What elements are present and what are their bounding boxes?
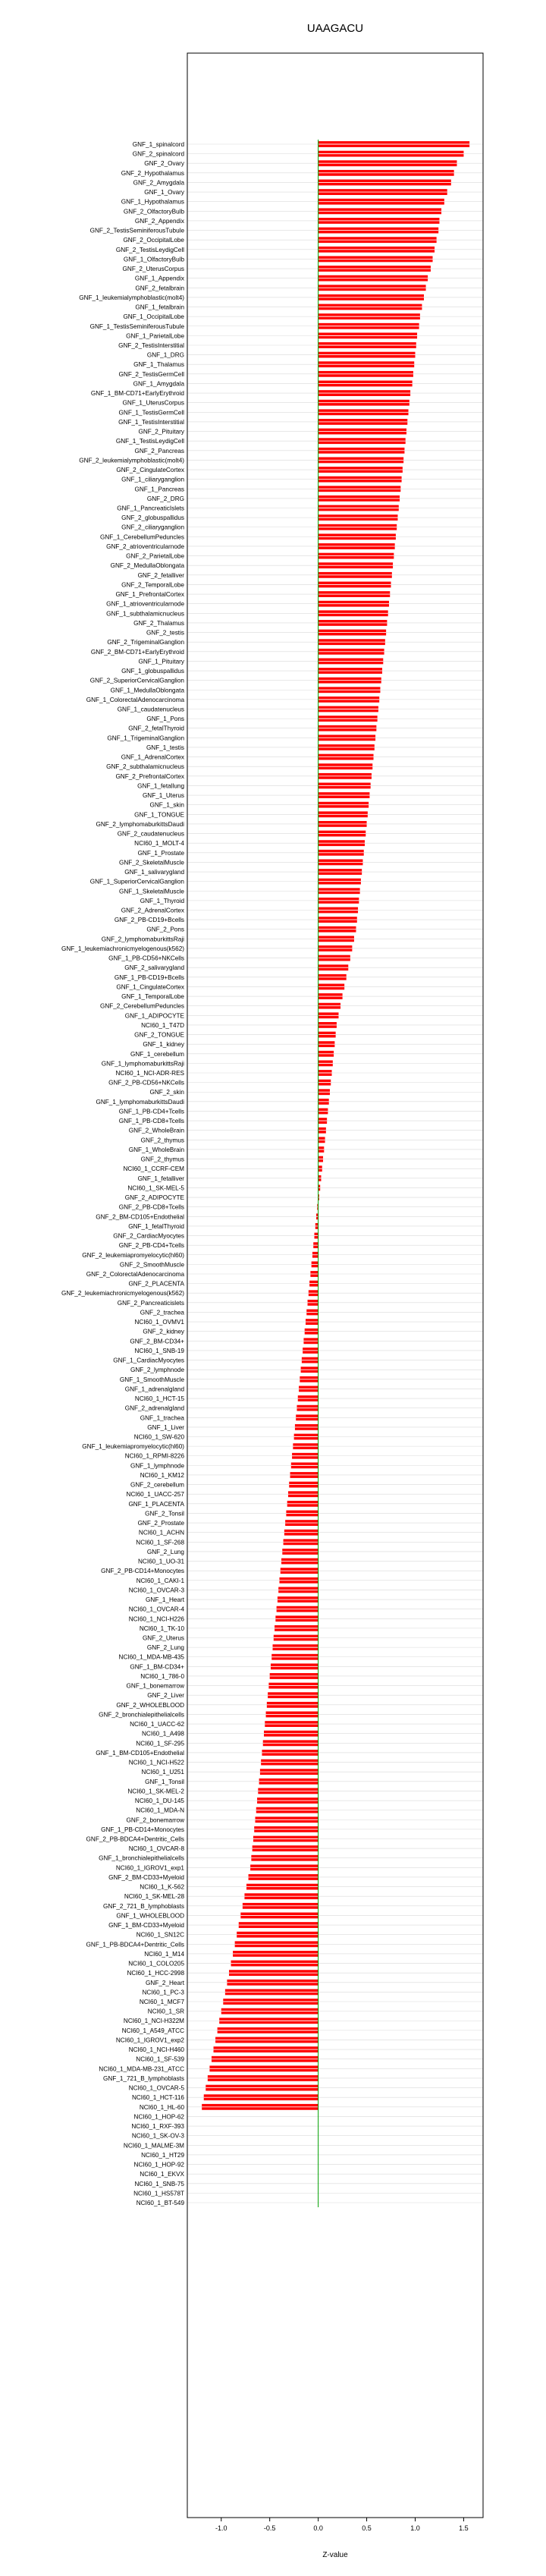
category-label: NCI60_1_SK-MEL-28 (124, 1893, 184, 1901)
category-label: NCI60_1_786-0 (140, 1672, 184, 1680)
category-label: GNF_1_TrigeminalGanglion (107, 734, 184, 742)
category-label: GNF_2_bonemarrow (126, 1816, 184, 1824)
category-label: NCI60_1_IGROV1_exp1 (115, 1864, 184, 1872)
category-label: GNF_1_OlfactoryBulb (123, 256, 184, 263)
category-label: GNF_2_thymus (140, 1137, 184, 1144)
category-label: GNF_2_Heart (146, 1979, 184, 1986)
category-label: GNF_2_PB-CD4+Tcells (118, 1242, 184, 1250)
category-label: GNF_2_CerebellumPeduncles (99, 1002, 184, 1010)
category-label: NCI60_1_BT-549 (136, 2200, 184, 2206)
category-label: NCI60_1_SK-MEL-2 (127, 1788, 184, 1795)
category-label: GNF_1_fetalliver (137, 1175, 184, 1182)
category-label: NCI60_1_RXF-393 (131, 2123, 184, 2131)
category-label: NCI60_1_NCI-H322M (123, 2018, 184, 2025)
category-label: GNF_2_SmoothMuscle (119, 1261, 184, 1269)
category-label: GNF_2_WHOLEBLOOD (116, 1701, 184, 1709)
category-label: GNF_2_BM-CD105+Endothelial (96, 1213, 184, 1221)
category-label: NCI60_1_U251 (141, 1769, 184, 1776)
category-label: GNF_1_fetalbrain (135, 304, 184, 311)
category-label: GNF_2_Pancreaticislets (117, 1299, 184, 1307)
category-label: GNF_1_TemporalLobe (121, 993, 184, 1001)
category-label: GNF_1_Tonsil (145, 1778, 184, 1785)
category-label: GNF_1_DRG (146, 351, 184, 359)
category-label: GNF_2_fetalliver (137, 571, 184, 579)
category-label: GNF_2_thymus (140, 1156, 184, 1163)
category-label: GNF_1_OccipitalLobe (123, 313, 184, 321)
category-label: GNF_2_PB-BDCA4+Dentritic_Cells (86, 1835, 184, 1843)
category-label: GNF_1_ColorectalAdenocarcinoma (86, 696, 184, 703)
category-label: GNF_2_PB-CD8+Tcells (118, 1203, 184, 1211)
category-label: GNF_2_TestisInterstitial (118, 341, 184, 349)
category-label: NCI60_1_RPMI-8226 (124, 1452, 184, 1460)
category-label: GNF_1_TestisLeydigCell (115, 438, 184, 445)
category-label: GNF_2_OlfactoryBulb (123, 208, 184, 215)
category-label: GNF_2_spinalcord (132, 150, 184, 158)
category-label: GNF_2_leukemialymphoblastic(molt4) (79, 457, 184, 464)
category-label: NCI60_1_SF-268 (136, 1539, 184, 1546)
category-label: GNF_1_BM-CD71+EarlyErythroid (90, 390, 184, 398)
category-label: GNF_2_PB-CD14+Monocytes (101, 1568, 184, 1575)
category-label: GNF_2_adrenalgland (124, 1404, 184, 1412)
category-label: GNF_2_salivarygland (124, 964, 184, 972)
category-label: GNF_2_AdrenalCortex (121, 907, 184, 914)
category-label: GNF_2_Uterus (142, 1634, 184, 1642)
category-label: GNF_1_Ovary (144, 189, 184, 197)
category-label: GNF_2_cerebellum (130, 1481, 184, 1489)
category-label: GNF_2_skin (149, 1089, 184, 1096)
category-label: NCI60_1_HS578T (133, 2190, 184, 2197)
category-label: GNF_1_lymphomaburkittsRaji (101, 1060, 184, 1068)
category-label: GNF_1_atrioventricularnode (106, 600, 184, 608)
category-label: GNF_1_Amygdala (133, 380, 184, 388)
category-label: GNF_2_ADIPOCYTE (124, 1194, 184, 1202)
category-label: GNF_1_cerebellum (130, 1050, 184, 1058)
category-label: GNF_2_TestisGermCell (118, 370, 184, 378)
category-label: GNF_1_Pons (146, 716, 184, 723)
category-label: GNF_1_PB-CD4+Tcells (118, 1108, 184, 1115)
category-label: GNF_1_BM-CD105+Endothelial (96, 1749, 184, 1757)
category-label: NCI60_1_SF-295 (136, 1740, 184, 1747)
category-label: GNF_1_Thalamus (133, 361, 184, 369)
category-label: GNF_2_DRG (146, 495, 184, 502)
category-label: GNF_2_TONGUE (134, 1031, 184, 1039)
category-label: NCI60_1_SR (147, 2008, 184, 2015)
category-label: NCI60_1_CCRF-CEM (123, 1165, 184, 1173)
category-label: NCI60_1_MDA-MB-435 (118, 1653, 184, 1661)
category-label: GNF_2_TestisLeydigCell (115, 246, 184, 253)
category-label: GNF_2_leukemiapromyelocytic(hl60) (82, 1251, 184, 1259)
category-label: NCI60_1_SNB-19 (134, 1347, 184, 1354)
category-label: GNF_2_UterusCorpus (122, 266, 184, 273)
category-label: GNF_2_Amygdala (133, 179, 184, 187)
category-label: GNF_1_PB-BDCA4+Dentritic_Cells (86, 1941, 184, 1949)
x-tick-label: -0.5 (263, 2524, 276, 2532)
category-label: GNF_1_BM-CD34+ (130, 1663, 184, 1671)
category-label: GNF_1_721_B_lymphoblasts (103, 2074, 184, 2082)
category-label: GNF_1_CerebellumPeduncles (99, 533, 184, 541)
category-label: GNF_2_bronchialepithelialcells (99, 1711, 184, 1719)
category-label: GNF_2_trachea (140, 1309, 184, 1316)
category-label: GNF_2_WholeBrain (128, 1127, 184, 1134)
category-label: GNF_1_leukemialymphoblastic(molt4) (79, 294, 184, 301)
category-label: GNF_1_TestisSeminiferousTubule (89, 322, 184, 330)
category-label: GNF_2_Lung (146, 1548, 184, 1555)
category-label: GNF_1_AdrenalCortex (121, 753, 184, 761)
category-label: GNF_1_skin (149, 801, 184, 809)
category-label: GNF_1_PLACENTA (128, 1500, 184, 1508)
category-label: GNF_1_PB-CD8+Tcells (118, 1118, 184, 1125)
category-label: GNF_1_bronchialepithelialcells (99, 1854, 184, 1862)
category-label: GNF_2_BM-CD33+Myeloid (108, 1873, 184, 1881)
category-label: NCI60_1_COLO205 (128, 1960, 184, 1967)
category-label: GNF_1_globuspallidus (121, 668, 184, 675)
category-label: GNF_2_ColorectalAdenocarcinoma (86, 1270, 184, 1278)
category-label: NCI60_1_MCF7 (139, 1999, 184, 2006)
x-tick-label: -1.0 (215, 2524, 228, 2532)
category-label: GNF_1_TONGUE (134, 811, 184, 819)
category-label: GNF_2_Prostate (137, 1520, 184, 1527)
category-label: GNF_2_PrefrontalCortex (115, 772, 184, 780)
category-label: GNF_2_PB-CD56+NKCells (108, 1079, 184, 1087)
category-label: NCI60_1_NCI-H226 (128, 1615, 184, 1623)
category-label: GNF_2_Tonsil (145, 1510, 184, 1518)
category-label: GNF_2_721_B_lymphoblasts (103, 1902, 184, 1910)
category-label: GNF_1_PancreaticIslets (117, 505, 184, 512)
category-label: GNF_1_PrefrontalCortex (115, 591, 184, 599)
category-label: NCI60_1_SF-539 (136, 2055, 184, 2063)
category-label: GNF_2_PB-CD19+Bcells (114, 917, 184, 924)
category-label: GNF_2_lymphomaburkittsDaudi (96, 820, 184, 828)
category-label: GNF_2_fetalThyroid (128, 725, 184, 732)
category-label: NCI60_1_EKVX (140, 2171, 184, 2178)
category-label: GNF_1_SmoothMuscle (119, 1376, 184, 1383)
category-label: GNF_2_BM-CD71+EarlyErythroid (90, 648, 184, 656)
category-label: GNF_1_MedullaOblongata (110, 687, 184, 694)
category-label: GNF_2_TrigeminalGanglion (107, 639, 184, 646)
category-label: GNF_1_caudatenucleus (117, 706, 184, 713)
category-label: GNF_1_salivarygland (124, 869, 184, 876)
x-tick-label: 0.5 (362, 2524, 372, 2532)
category-label: GNF_1_lymphomaburkittsDaudi (96, 1098, 184, 1106)
category-label: GNF_1_lymphnode (130, 1462, 184, 1470)
category-label: GNF_1_spinalcord (132, 141, 184, 148)
category-label: GNF_2_OccipitalLobe (123, 237, 184, 244)
x-tick-label: 0.0 (313, 2524, 323, 2532)
category-label: NCI60_1_HT29 (141, 2151, 184, 2159)
category-label: NCI60_1_OVCAR-4 (128, 1606, 184, 1613)
category-label: GNF_2_globuspallidus (121, 514, 184, 522)
category-label: GNF_1_UterusCorpus (122, 399, 184, 407)
category-label: NCI60_1_T47D (141, 1021, 184, 1029)
category-label: NCI60_1_SW-620 (133, 1433, 184, 1441)
category-label: NCI60_1_IGROV1_exp2 (115, 2037, 184, 2044)
category-label: NCI60_1_SNB-75 (134, 2180, 184, 2188)
category-label: NCI60_1_SN12C (136, 1931, 184, 1939)
category-label: GNF_2_lymphomaburkittsRaji (101, 936, 184, 943)
category-label: GNF_1_leukemiapromyelocytic(hl60) (82, 1443, 184, 1451)
x-axis-label: Z-value (322, 2551, 348, 2559)
category-label: GNF_2_atrioventricularnode (106, 543, 184, 550)
category-label: GNF_2_PLACENTA (128, 1280, 184, 1288)
category-label: GNF_1_Heart (146, 1596, 184, 1604)
category-label: GNF_2_kidney (143, 1328, 184, 1335)
category-label: GNF_1_subthalamicnucleus (106, 610, 184, 618)
category-label: NCI60_1_OVMV1 (134, 1319, 184, 1326)
x-tick-label: 1.0 (410, 2524, 420, 2532)
chart-title: UAAGACU (306, 22, 364, 35)
category-label: NCI60_1_HCC-2998 (127, 1970, 184, 1977)
category-label: NCI60_1_A498 (142, 1730, 184, 1738)
category-label: GNF_1_Appendix (134, 275, 184, 282)
category-label: GNF_2_ParietalLobe (126, 552, 184, 560)
category-label: GNF_2_ciliaryganglion (121, 524, 184, 531)
category-label: GNF_2_MedullaOblongata (110, 562, 184, 570)
category-label: GNF_1_WholeBrain (128, 1146, 184, 1153)
category-label: GNF_1_SuperiorCervicalGanglion (89, 878, 184, 885)
category-label: NCI60_1_OVCAR-8 (128, 1845, 184, 1853)
category-label: NCI60_1_DU-145 (134, 1798, 184, 1805)
category-label: GNF_1_PB-CD19+Bcells (114, 973, 184, 981)
category-label: GNF_2_SuperiorCervicalGanglion (89, 677, 184, 684)
category-label: NCI60_1_HCT-116 (131, 2094, 184, 2102)
category-label: GNF_1_ciliaryganglion (121, 476, 184, 483)
category-label: GNF_2_SkeletalMuscle (118, 859, 184, 867)
category-label: GNF_2_BM-CD34+ (130, 1338, 184, 1345)
category-label: NCI60_1_MOLT-4 (134, 840, 184, 848)
category-label: GNF_1_SkeletalMuscle (118, 888, 184, 895)
category-label: NCI60_1_UACC-62 (130, 1721, 184, 1728)
category-label: NCI60_1_MALME-3M (123, 2142, 184, 2150)
category-label: GNF_1_TestisInterstitial (118, 418, 184, 426)
category-label: GNF_1_fetalThyroid (128, 1222, 184, 1230)
category-label: GNF_1_Uterus (142, 792, 184, 800)
category-label: GNF_1_fetallung (137, 782, 184, 790)
category-label: NCI60_1_A549_ATCC (121, 2027, 184, 2034)
category-label: GNF_2_Thalamus (133, 619, 184, 627)
category-label: GNF_2_caudatenucleus (117, 830, 184, 838)
category-label: GNF_1_ParietalLobe (126, 332, 184, 340)
category-label: GNF_2_subthalamicnucleus (106, 763, 184, 771)
category-label: NCI60_1_HL-60 (139, 2103, 184, 2111)
category-label: NCI60_1_SK-OV-3 (131, 2132, 184, 2140)
category-label: GNF_1_trachea (140, 1414, 184, 1422)
category-label: GNF_2_TemporalLobe (121, 581, 184, 589)
category-label: GNF_1_Liver (147, 1423, 184, 1431)
category-label: NCI60_1_NCI-H460 (128, 2046, 184, 2054)
category-label: GNF_2_fetalbrain (135, 285, 184, 292)
category-label: NCI60_1_NCI-H522 (128, 1759, 184, 1766)
category-label: GNF_1_adrenalgland (124, 1386, 184, 1393)
category-label: NCI60_1_OVCAR-3 (128, 1587, 184, 1594)
category-label: GNF_2_Lung (146, 1644, 184, 1652)
category-label: GNF_1_Prostate (137, 849, 184, 857)
category-label: NCI60_1_HOP-62 (133, 2113, 184, 2121)
category-label: GNF_2_CingulateCortex (116, 467, 184, 474)
category-label: GNF_2_Pituitary (138, 428, 184, 436)
category-label: GNF_2_CardiacMyocytes (113, 1232, 184, 1240)
category-label: GNF_2_Pancreas (134, 447, 184, 454)
category-label: GNF_2_testis (146, 629, 184, 637)
category-label: GNF_1_BM-CD33+Myeloid (108, 1922, 184, 1930)
category-label: NCI60_1_SK-MEL-5 (127, 1184, 184, 1192)
category-label: GNF_1_Thyroid (140, 897, 184, 904)
category-label: NCI60_1_K-562 (140, 1883, 184, 1891)
category-label: NCI60_1_HOP-92 (133, 2161, 184, 2169)
category-label: NCI60_1_HCT-15 (134, 1395, 184, 1403)
category-label: NCI60_1_PC-3 (142, 1989, 184, 1996)
category-label: GNF_2_TestisSeminiferousTubule (89, 227, 184, 234)
category-label: GNF_1_CingulateCortex (116, 983, 184, 991)
category-label: GNF_2_Hypothalamus (121, 169, 184, 177)
category-label: GNF_1_Hypothalamus (121, 198, 184, 206)
category-label: GNF_2_Ovary (144, 160, 184, 168)
category-label: NCI60_1_UACC-257 (126, 1491, 184, 1499)
category-label: GNF_2_leukemiachronicmyelogenous(k562) (61, 1290, 184, 1297)
category-label: GNF_1_TestisGermCell (118, 409, 184, 417)
category-label: GNF_2_lymphnode (130, 1367, 184, 1374)
category-label: NCI60_1_NCI-ADR-RES (115, 1070, 184, 1077)
category-label: NCI60_1_UO-31 (138, 1558, 184, 1565)
category-label: GNF_1_leukemiachronicmyelogenous(k562) (61, 945, 184, 952)
category-label: GNF_1_ADIPOCYTE (124, 1012, 184, 1020)
category-label: NCI60_1_KM12 (140, 1471, 184, 1479)
category-label: GNF_1_PB-CD14+Monocytes (101, 1826, 184, 1833)
category-label: GNF_1_kidney (143, 1041, 184, 1049)
category-label: GNF_1_bonemarrow (126, 1682, 184, 1690)
category-label: GNF_1_PB-CD56+NKCells (108, 955, 184, 962)
category-label: GNF_1_testis (146, 744, 184, 751)
category-label: NCI60_1_MDA-N (136, 1807, 184, 1814)
category-label: GNF_1_Pituitary (138, 658, 184, 665)
category-label: NCI60_1_MDA-MB-231_ATCC (99, 2065, 184, 2073)
category-label: GNF_2_Liver (147, 1692, 184, 1700)
category-label: GNF_2_Appendix (134, 217, 184, 225)
category-label: NCI60_1_OVCAR-5 (128, 2084, 184, 2092)
category-label: GNF_1_CardiacMyocytes (113, 1357, 184, 1364)
category-label: NCI60_1_CAKI-1 (136, 1577, 184, 1584)
category-label: NCI60_1_ACHN (138, 1529, 184, 1536)
category-label: GNF_1_WHOLEBLOOD (116, 1912, 184, 1920)
category-label: NCI60_1_TK-10 (139, 1625, 184, 1632)
category-label: GNF_2_Pons (146, 926, 184, 933)
category-label: NCI60_1_M14 (144, 1950, 184, 1958)
x-tick-label: 1.5 (459, 2524, 469, 2532)
category-label: GNF_1_Pancreas (134, 486, 184, 493)
